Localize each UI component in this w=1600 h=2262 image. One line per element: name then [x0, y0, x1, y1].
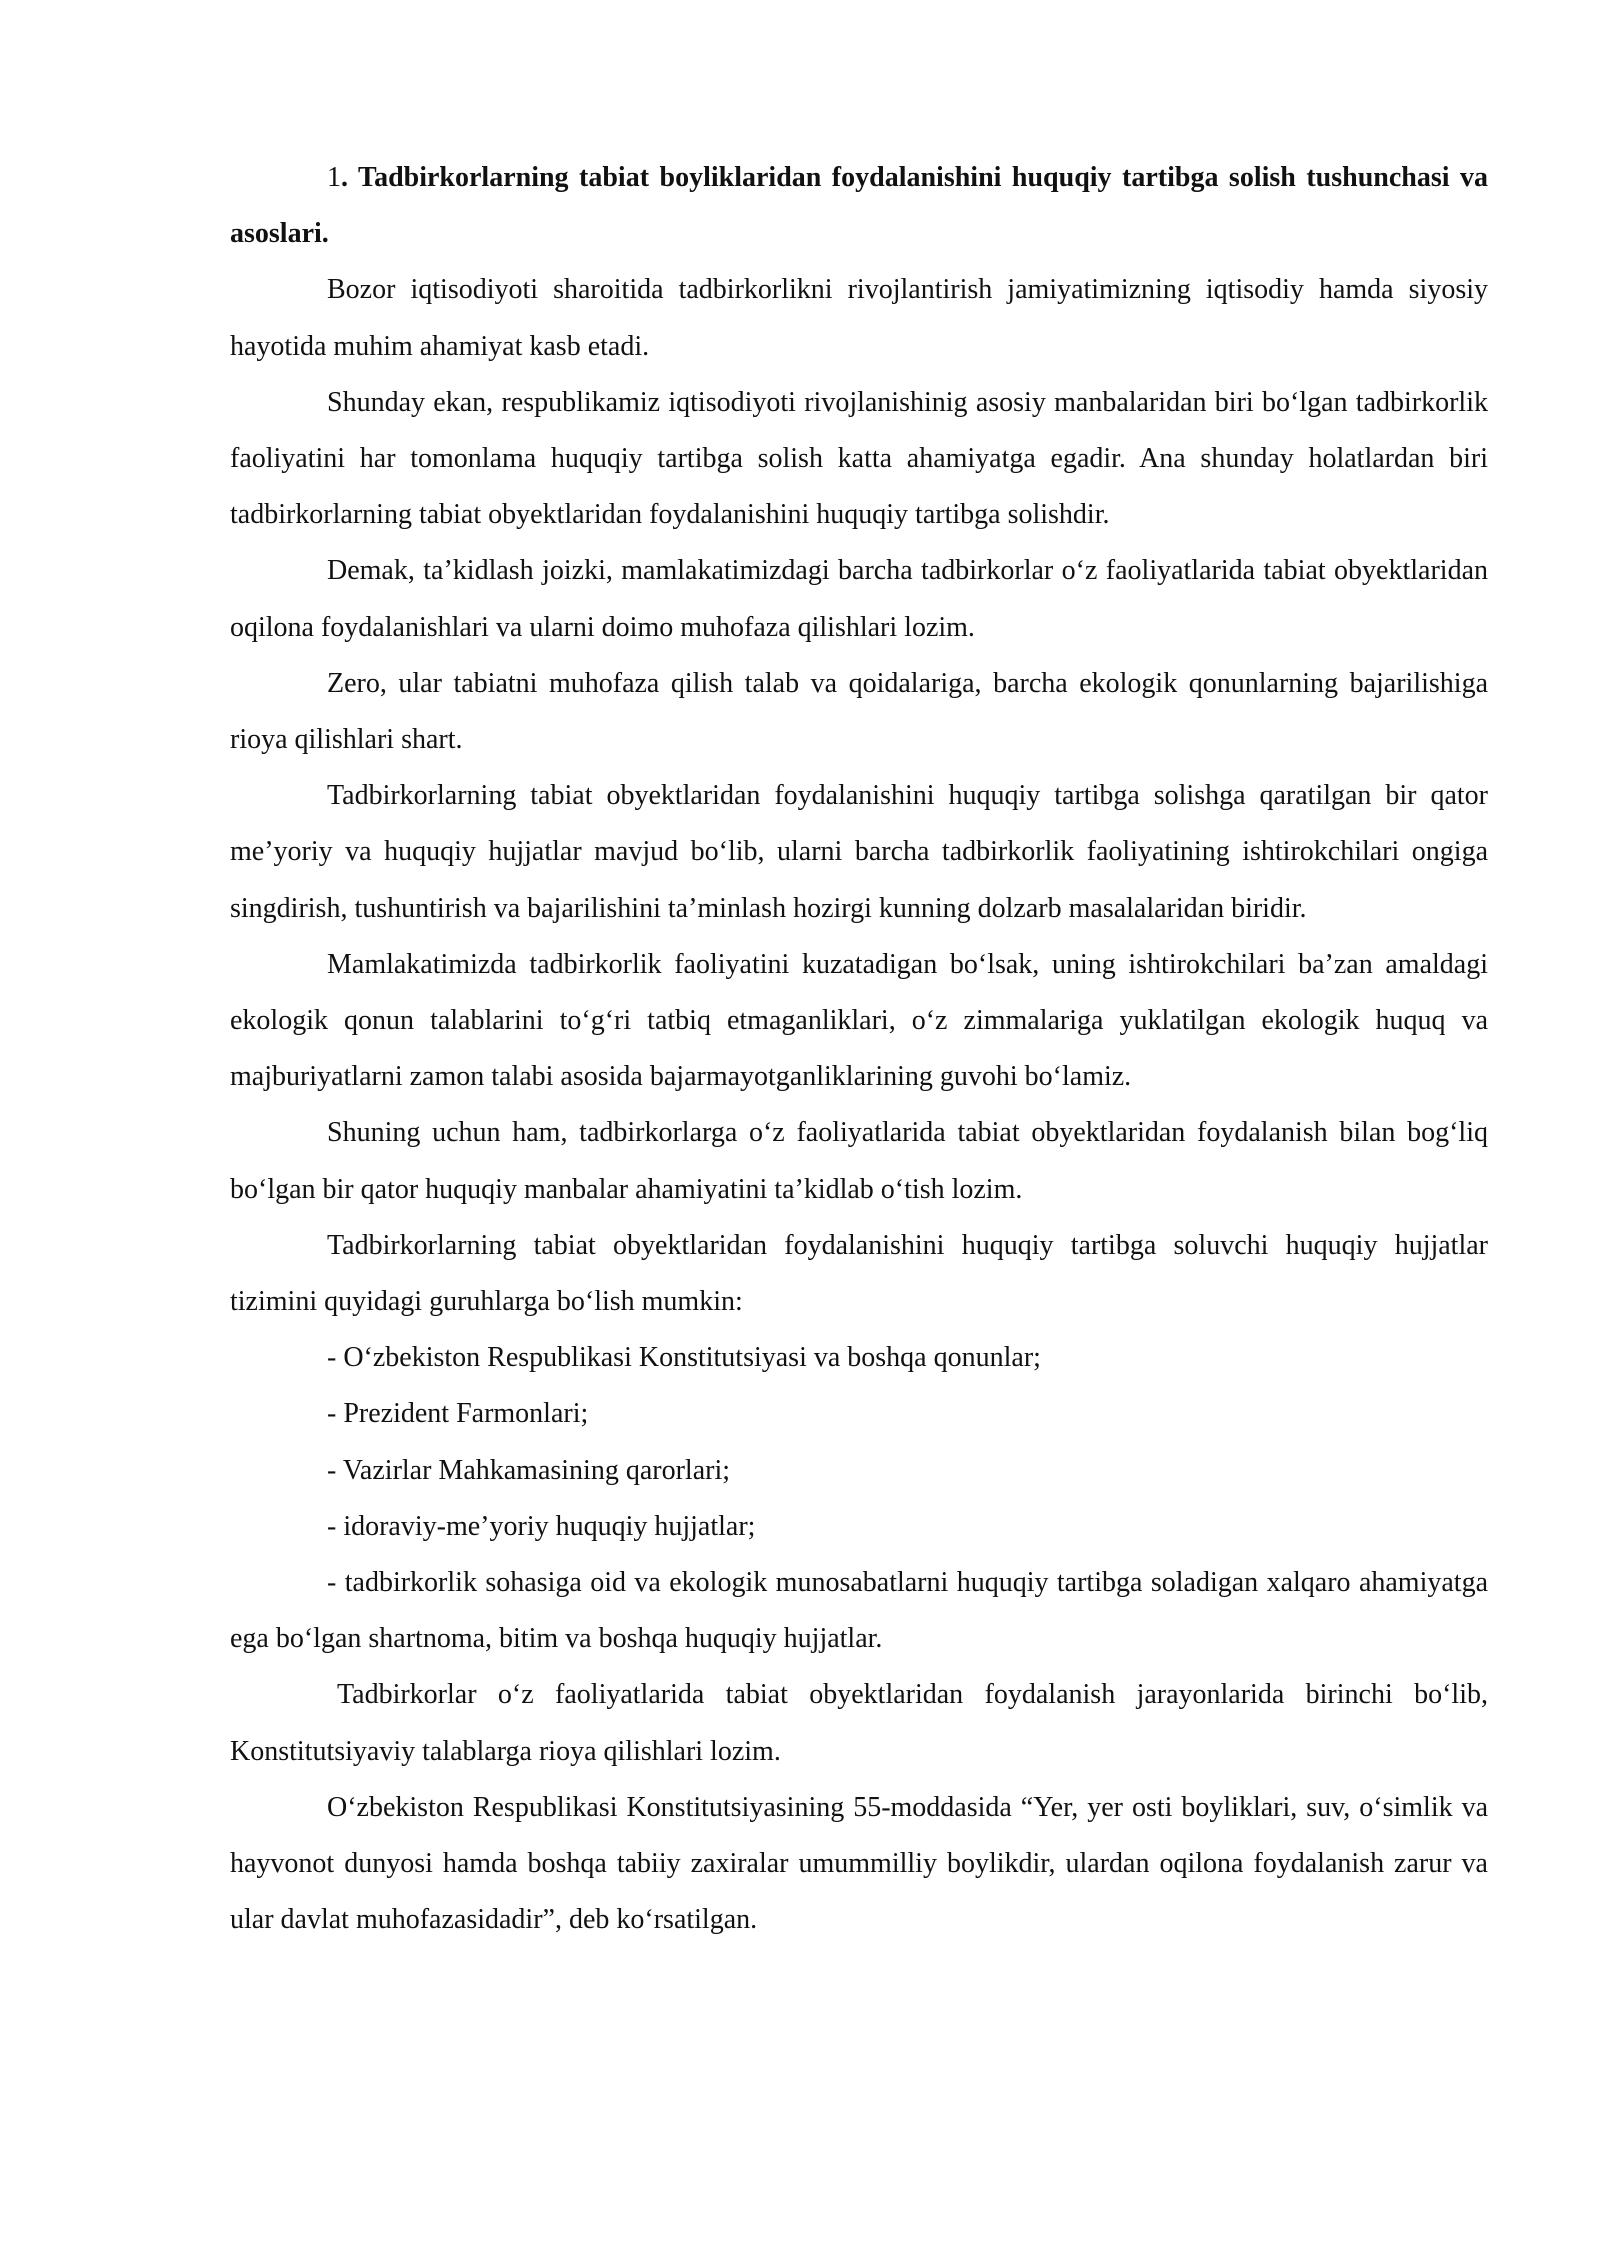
paragraph-5: Tadbirkorlarning tabiat obyektlaridan foydalanishini huquqiy tartibga solishga qaratilgan bir qator me’yoriy va huquqiy hujjatlar mavjud bo‘lib, ularni barcha tadbirkorlik faoliyatining ishtirokchilari ongiga singdirish, tushuntirish va bajarilishini ta’minlash hozirgi kunning dolzarb masalalaridan biridir. [230, 780, 1488, 924]
paragraph-6: Mamlakatimizda tadbirkorlik faoliyatini kuzatadigan bo‘lsak, uning ishtirokchilari ba’zan amaldagi ekologik qonun talablarini to‘g‘ri tatbiq etmaganliklari, o‘z zimmalariga yuklatilgan ekologik huquq va majburiyatlarni zamon talabi asosida bajarmayotganliklarining guvohi bo‘lamiz. [230, 948, 1488, 1093]
paragraph-8: Tadbirkorlarning tabiat obyektlaridan foydalanishini huquqiy tartibga soluvchi huquqiy hujjatlar tizimini quyidagi guruhlarga bo‘lish mumkin: [230, 1229, 1488, 1318]
list-item-decrees: - Prezident Farmonlari; [327, 1398, 589, 1430]
paragraph-10: O‘zbekiston Respublikasi Konstitutsiyasining 55-moddasida “Yer, yer osti boyliklari, suv, o‘simlik va hayvonot dunyosi hamda boshqa tabiiy zaxiralar umummilliy boylikdir, ulardan oqilona foydalanish zarur va ular davlat muhofazasidadir”, deb ko‘rsatilgan. [230, 1791, 1488, 1936]
section-number: 1 [327, 162, 341, 193]
list-item-constitution: - O‘zbekiston Respublikasi Konstitutsiyasi va boshqa qonunlar; [327, 1342, 1041, 1374]
section-title: . Tadbirkorlarning tabiat boyliklaridan foydalanishini huquqiy tartibga solish tushunchasi va asoslari. [230, 162, 1488, 250]
list-item-cabinet: - Vazirlar Mahkamasining qarorlari; [327, 1454, 731, 1486]
paragraph-3: Demak, ta’kidlash joizki, mamlakatimizdagi barcha tadbirkorlar o‘z faoliyatlarida tabiat obyektlaridan oqilona foydalanishlari va ularni doimo muhofaza qilishlari lozim. [230, 555, 1488, 643]
paragraph-9: Tadbirkorlar o‘z faoliyatlarida tabiat obyektlaridan foydalanish jarayonlarida birinchi bo‘lib, Konstitutsiyaviy talablarga rioya qilishlari lozim. [230, 1679, 1488, 1767]
list-item-departmental: - idoraviy-me’yoriy huquqiy hujjatlar; [327, 1510, 756, 1542]
paragraph-1: Bozor iqtisodiyoti sharoitida tadbirkorlikni rivojlantirish jamiyatimizning iqtisodiy hamda siyosiy hayotida muhim ahamiyat kasb etadi. [230, 274, 1488, 362]
paragraph-7: Shuning uchun ham, tadbirkorlarga o‘z faoliyatlarida tabiat obyektlaridan foydalanish bilan bog‘liq bo‘lgan bir qator huquqiy manbalar ahamiyatini ta’kidlab o‘tish lozim. [230, 1117, 1488, 1205]
paragraph-2: Shunday ekan, respublikamiz iqtisodiyoti rivojlanishinig asosiy manbalaridan biri bo‘lgan tadbirkorlik faoliyatini har tomonlama huquqiy tartibga solish katta ahamiyatga egadir. Ana shunday holatlardan biri tadbirkorlarning tabiat obyektlaridan foydalanishini huquqiy tartibga solishdir. [230, 386, 1488, 531]
section-heading [230, 150, 1488, 262]
list-item-international: - tadbirkorlik sohasiga oid va ekologik munosabatlarni huquqiy tartibga soladigan xalqaro ahamiyatga ega bo‘lgan shartnoma, bitim va boshqa huquqiy hujjatlar. [230, 1567, 1488, 1655]
document-page [230, 150, 1488, 1949]
paragraph-4: Zero, ular tabiatni muhofaza qilish talab va qoidalariga, barcha ekologik qonunlarning bajarilishiga rioya qilishlari shart. [230, 667, 1488, 756]
